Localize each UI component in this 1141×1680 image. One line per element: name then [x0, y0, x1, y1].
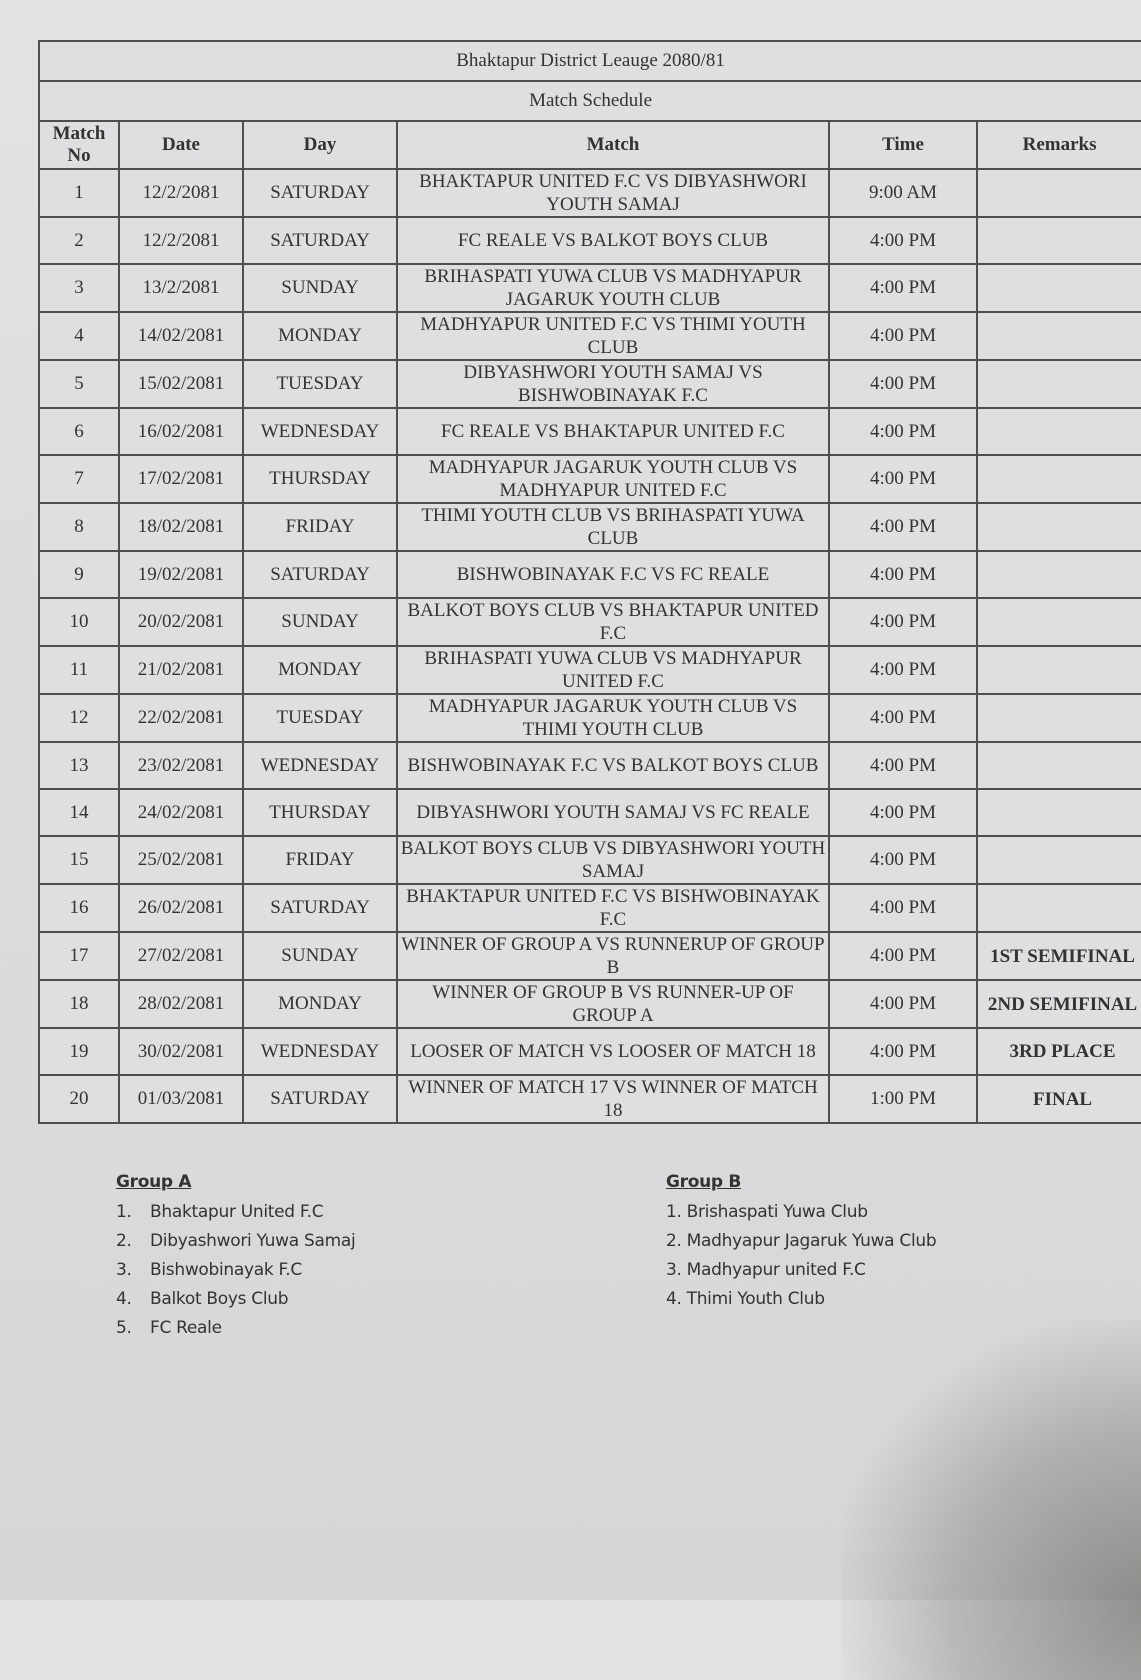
day-cell: MONDAY [243, 980, 397, 1028]
group-a-team [116, 1198, 355, 1227]
table-row [39, 264, 1141, 312]
table-row [39, 169, 1141, 217]
time-cell: 4:00 PM [829, 646, 977, 694]
time-cell: 4:00 PM [829, 742, 977, 789]
team-name: Madhyapur Jagaruk Yuwa Club [686, 1231, 937, 1251]
team-number: 4. [116, 1289, 132, 1309]
header-match: Match [397, 121, 829, 169]
table-row [39, 455, 1141, 503]
schedule-sheet [38, 40, 1141, 1124]
remarks-cell [977, 312, 1141, 360]
day-cell: THURSDAY [243, 455, 397, 503]
match-cell: WINNER OF GROUP B VS RUNNER-UP OF GROUP A [397, 980, 829, 1028]
match-no-cell: 5 [39, 360, 119, 408]
day-cell: SATURDAY [243, 217, 397, 264]
group-b-team [666, 1285, 936, 1314]
match-no-cell: 13 [39, 742, 119, 789]
remarks-cell [977, 360, 1141, 408]
time-cell: 4:00 PM [829, 551, 977, 598]
group-a-team [116, 1256, 355, 1285]
table-row [39, 980, 1141, 1028]
group-a [116, 1172, 355, 1343]
date-cell: 26/02/2081 [119, 884, 243, 932]
remarks-cell [977, 408, 1141, 455]
match-no-cell: 7 [39, 455, 119, 503]
date-cell: 27/02/2081 [119, 932, 243, 980]
time-cell: 4:00 PM [829, 503, 977, 551]
title-row [39, 41, 1141, 81]
group-b-team [666, 1227, 936, 1256]
time-cell: 4:00 PM [829, 312, 977, 360]
match-cell: DIBYASHWORI YOUTH SAMAJ VS BISHWOBINAYAK F.C [397, 360, 829, 408]
match-cell: BHAKTAPUR UNITED F.C VS DIBYASHWORI YOUTH SAMAJ [397, 169, 829, 217]
match-cell: BRIHASPATI YUWA CLUB VS MADHYAPUR UNITED F.C [397, 646, 829, 694]
group-a-list [116, 1198, 355, 1343]
team-number: 5. [116, 1318, 132, 1338]
team-name: Brishaspati Yuwa Club [686, 1202, 868, 1222]
column-header-row [39, 121, 1141, 169]
time-cell: 4:00 PM [829, 360, 977, 408]
match-cell: THIMI YOUTH CLUB VS BRIHASPATI YUWA CLUB [397, 503, 829, 551]
time-cell: 4:00 PM [829, 932, 977, 980]
match-cell: WINNER OF GROUP A VS RUNNERUP OF GROUP B [397, 932, 829, 980]
date-cell: 28/02/2081 [119, 980, 243, 1028]
date-cell: 13/2/2081 [119, 264, 243, 312]
date-cell: 24/02/2081 [119, 789, 243, 836]
team-number: 1. [666, 1202, 682, 1222]
header-date: Date [119, 121, 243, 169]
remarks-cell: 1ST SEMIFINAL [977, 932, 1141, 980]
group-a-team [116, 1227, 355, 1256]
day-cell: WEDNESDAY [243, 1028, 397, 1075]
time-cell: 4:00 PM [829, 598, 977, 646]
match-no-cell: 14 [39, 789, 119, 836]
team-number: 1. [116, 1202, 132, 1222]
day-cell: MONDAY [243, 312, 397, 360]
remarks-cell [977, 742, 1141, 789]
match-cell: BRIHASPATI YUWA CLUB VS MADHYAPUR JAGARUK YOUTH CLUB [397, 264, 829, 312]
date-cell: 18/02/2081 [119, 503, 243, 551]
remarks-cell [977, 503, 1141, 551]
match-no-cell: 11 [39, 646, 119, 694]
remarks-cell [977, 836, 1141, 884]
table-row [39, 789, 1141, 836]
day-cell: FRIDAY [243, 503, 397, 551]
remarks-cell [977, 598, 1141, 646]
date-cell: 22/02/2081 [119, 694, 243, 742]
date-cell: 17/02/2081 [119, 455, 243, 503]
match-no-cell: 3 [39, 264, 119, 312]
day-cell: SATURDAY [243, 551, 397, 598]
date-cell: 20/02/2081 [119, 598, 243, 646]
match-cell: BHAKTAPUR UNITED F.C VS BISHWOBINAYAK F.C [397, 884, 829, 932]
header-time: Time [829, 121, 977, 169]
remarks-cell: 2ND SEMIFINAL [977, 980, 1141, 1028]
remarks-cell [977, 694, 1141, 742]
team-number: 4. [666, 1289, 682, 1309]
day-cell: MONDAY [243, 646, 397, 694]
group-b [666, 1172, 936, 1314]
day-cell: TUESDAY [243, 360, 397, 408]
team-name: Dibyashwori Yuwa Samaj [150, 1231, 356, 1251]
date-cell: 12/2/2081 [119, 217, 243, 264]
match-no-cell: 1 [39, 169, 119, 217]
match-cell: MADHYAPUR JAGARUK YOUTH CLUB VS MADHYAPUR UNITED F.C [397, 455, 829, 503]
day-cell: SATURDAY [243, 884, 397, 932]
time-cell: 4:00 PM [829, 1028, 977, 1075]
team-number: 2. [666, 1231, 682, 1251]
group-b-list [666, 1198, 936, 1314]
table-row [39, 884, 1141, 932]
match-no-cell: 20 [39, 1075, 119, 1123]
date-cell: 23/02/2081 [119, 742, 243, 789]
match-no-cell: 17 [39, 932, 119, 980]
day-cell: SUNDAY [243, 932, 397, 980]
remarks-cell [977, 217, 1141, 264]
time-cell: 4:00 PM [829, 694, 977, 742]
match-no-cell: 16 [39, 884, 119, 932]
table-row [39, 836, 1141, 884]
remarks-cell [977, 455, 1141, 503]
match-cell: WINNER OF MATCH 17 VS WINNER OF MATCH 18 [397, 1075, 829, 1123]
team-number: 3. [666, 1260, 682, 1280]
team-name: Bhaktapur United F.C [150, 1202, 324, 1222]
match-cell: FC REALE VS BHAKTAPUR UNITED F.C [397, 408, 829, 455]
match-no-cell: 18 [39, 980, 119, 1028]
group-a-team [116, 1314, 355, 1343]
team-name: Bishwobinayak F.C [150, 1260, 302, 1280]
table-row [39, 1075, 1141, 1123]
match-cell: LOOSER OF MATCH VS LOOSER OF MATCH 18 [397, 1028, 829, 1075]
table-row [39, 312, 1141, 360]
league-title: Bhaktapur District Leauge 2080/81 [39, 41, 1141, 81]
remarks-cell [977, 789, 1141, 836]
table-row [39, 217, 1141, 264]
table-row [39, 694, 1141, 742]
match-cell: BALKOT BOYS CLUB VS DIBYASHWORI YOUTH SAMAJ [397, 836, 829, 884]
time-cell: 4:00 PM [829, 789, 977, 836]
date-cell: 01/03/2081 [119, 1075, 243, 1123]
match-no-cell: 10 [39, 598, 119, 646]
remarks-cell [977, 551, 1141, 598]
table-row [39, 932, 1141, 980]
day-cell: SUNDAY [243, 598, 397, 646]
day-cell: SATURDAY [243, 169, 397, 217]
team-name: Madhyapur united F.C [686, 1260, 866, 1280]
day-cell: SATURDAY [243, 1075, 397, 1123]
match-cell: DIBYASHWORI YOUTH SAMAJ VS FC REALE [397, 789, 829, 836]
group-b-team [666, 1198, 936, 1227]
header-match-no: Match No [39, 121, 119, 169]
group-b-title: Group B [666, 1172, 742, 1192]
match-no-cell: 15 [39, 836, 119, 884]
table-row [39, 360, 1141, 408]
team-number: 3. [116, 1260, 132, 1280]
day-cell: FRIDAY [243, 836, 397, 884]
time-cell: 4:00 PM [829, 836, 977, 884]
remarks-cell [977, 169, 1141, 217]
time-cell: 4:00 PM [829, 980, 977, 1028]
match-cell: MADHYAPUR JAGARUK YOUTH CLUB VS THIMI YOUTH CLUB [397, 694, 829, 742]
day-cell: WEDNESDAY [243, 408, 397, 455]
table-row [39, 742, 1141, 789]
date-cell: 15/02/2081 [119, 360, 243, 408]
remarks-cell [977, 646, 1141, 694]
day-cell: THURSDAY [243, 789, 397, 836]
match-cell: MADHYAPUR UNITED F.C VS THIMI YOUTH CLUB [397, 312, 829, 360]
group-a-title: Group A [116, 1172, 192, 1192]
table-row [39, 1028, 1141, 1075]
table-row [39, 408, 1141, 455]
day-cell: SUNDAY [243, 264, 397, 312]
date-cell: 19/02/2081 [119, 551, 243, 598]
group-b-team [666, 1256, 936, 1285]
team-number: 2. [116, 1231, 132, 1251]
match-cell: BISHWOBINAYAK F.C VS BALKOT BOYS CLUB [397, 742, 829, 789]
remarks-cell [977, 264, 1141, 312]
time-cell: 9:00 AM [829, 169, 977, 217]
time-cell: 4:00 PM [829, 455, 977, 503]
match-no-cell: 8 [39, 503, 119, 551]
date-cell: 21/02/2081 [119, 646, 243, 694]
remarks-cell [977, 884, 1141, 932]
team-name: Thimi Youth Club [686, 1289, 825, 1309]
group-a-team [116, 1285, 355, 1314]
remarks-cell: FINAL [977, 1075, 1141, 1123]
subtitle-row [39, 81, 1141, 121]
match-no-cell: 19 [39, 1028, 119, 1075]
remarks-cell: 3RD PLACE [977, 1028, 1141, 1075]
date-cell: 16/02/2081 [119, 408, 243, 455]
date-cell: 25/02/2081 [119, 836, 243, 884]
match-cell: FC REALE VS BALKOT BOYS CLUB [397, 217, 829, 264]
date-cell: 14/02/2081 [119, 312, 243, 360]
date-cell: 30/02/2081 [119, 1028, 243, 1075]
day-cell: WEDNESDAY [243, 742, 397, 789]
time-cell: 4:00 PM [829, 217, 977, 264]
table-row [39, 551, 1141, 598]
time-cell: 4:00 PM [829, 884, 977, 932]
table-row [39, 646, 1141, 694]
table-row [39, 503, 1141, 551]
header-remarks: Remarks [977, 121, 1141, 169]
team-name: FC Reale [150, 1318, 222, 1338]
time-cell: 1:00 PM [829, 1075, 977, 1123]
match-no-cell: 4 [39, 312, 119, 360]
time-cell: 4:00 PM [829, 408, 977, 455]
day-cell: TUESDAY [243, 694, 397, 742]
schedule-subtitle: Match Schedule [39, 81, 1141, 121]
header-day: Day [243, 121, 397, 169]
table-row [39, 598, 1141, 646]
match-schedule-table [38, 40, 1141, 1124]
photo-shadow [841, 1320, 1141, 1680]
match-no-cell: 12 [39, 694, 119, 742]
team-name: Balkot Boys Club [150, 1289, 289, 1309]
match-no-cell: 6 [39, 408, 119, 455]
date-cell: 12/2/2081 [119, 169, 243, 217]
match-cell: BISHWOBINAYAK F.C VS FC REALE [397, 551, 829, 598]
match-no-cell: 9 [39, 551, 119, 598]
match-no-cell: 2 [39, 217, 119, 264]
schedule-body [39, 169, 1141, 1123]
match-cell: BALKOT BOYS CLUB VS BHAKTAPUR UNITED F.C [397, 598, 829, 646]
time-cell: 4:00 PM [829, 264, 977, 312]
